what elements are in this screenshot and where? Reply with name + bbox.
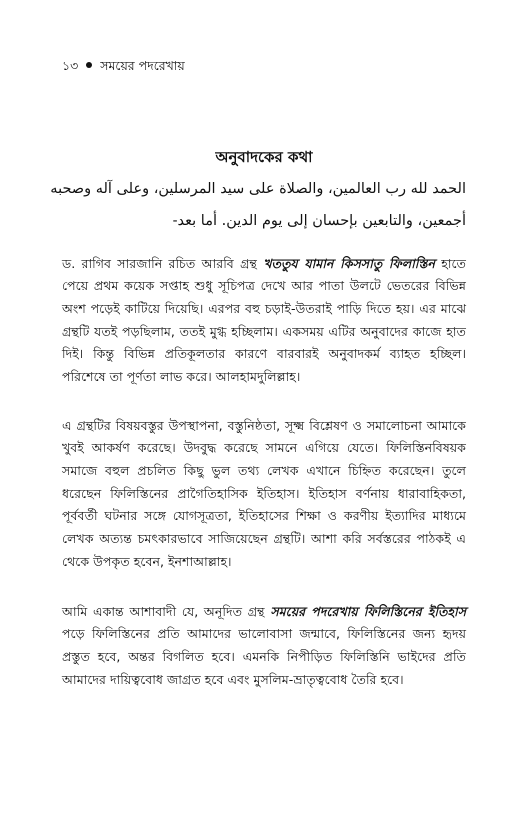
paragraph-1 [62, 253, 466, 389]
paragraph-1-text-after: হাতে পেয়ে প্রথম কয়েক সপ্তাহ শুধু সূচিপত্র দেখে আর পাতা উলটে ভেতরের বিভিন্ন অংশ পড়েই কাটিয়ে দিয়েছি। এরপর বহু চড়াই-উতরাই পাড়ি দিতে হয়। এর মাঝে গ্রন্থটি যতই পড়ছিলাম, ততই মুগ্ধ হচ্ছিলাম। একসময় এটির অনুবাদের কাজে হাত দিই। কিন্তু বিভিন্ন প্রতিকূলতার কারণে বারবারই অনুবাদকর্ম ব্যাহত হচ্ছিল। পরিশেষে তা পূর্ণতা লাভ করে। আলহামদুলিল্লাহ। [62, 255, 466, 385]
translated-title-emphasis: সময়ের পদরেখায় ফিলিস্তিনের ইতিহাস [270, 603, 467, 619]
paragraph-3-text-before: আমি একান্ত আশাবাদী যে, অনূদিত গ্রন্থ [62, 603, 271, 619]
running-title: সময়ের পদরেখায় [100, 58, 185, 73]
paragraph-1-text-before: ড. রাগিব সারজানি রচিত আরবি গ্রন্থ [62, 255, 264, 271]
paragraph-3 [62, 601, 466, 692]
bullet-dot-icon [86, 62, 92, 68]
page-number: ১৩ [62, 58, 79, 73]
paragraph-3-text-after: পড়ে ফিলিস্তিনের প্রতি আমাদের ভালোবাসা জন্মাবে, ফিলিস্তিনের জন্য হৃদয় প্রস্তুত হবে, অন্তর বিগলিত হবে। এমনকি নিপীড়িত ফিলিস্তিনি ভাইদের প্রতি আমাদের দায়িত্ববোধ জাগ্রত হবে এবং মুসলিম-ভ্রাতৃত্ববোধ তৈরি হবে। [62, 626, 466, 687]
book-title-emphasis: খততুয যামান কিসসাতু ফিলাস্তিন [263, 255, 435, 271]
paragraph-2: এ গ্রন্থটির বিষয়বস্তুর উপস্থাপনা, বস্তুনিষ্ঠতা, সূক্ষ্ম বিশ্লেষণ ও সমালোচনা আমাকে খুবই আকর্ষণ করেছে। উদবুদ্ধ করেছে সামনে এগিয়ে যেতে। ফিলিস্তিনবিষয়ক সমাজে বহুল প্রচলিত কিছু ভুল তথ্য লেখক এখানে চিহ্নিত করেছেন। তুলে ধরেছেন ফিলিস্তিনের প্রাগৈতিহাসিক ইতিহাস। ইতিহাস বর্ণনায় ধারাবাহিকতা, পূর্ববর্তী ঘটনার সঙ্গে যোগসূত্রতা, ইতিহাসের শিক্ষা ও করণীয় ইত্যাদির মাধ্যমে লেখক অত্যন্ত চমৎকারভাবে সাজিয়েছেন গ্রন্থটি। আশা করি সর্বস্তরের পাঠকই এ থেকে উপকৃত হবেন, ইনশাআল্লাহ। [62, 417, 466, 569]
running-header [62, 58, 185, 78]
section-title: অনুবাদকের কথা [215, 148, 313, 166]
arabic-invocation-line-2: أجمعين، والتابعين بإحسان إلى يوم الدين. أما بعد- [172, 213, 466, 229]
arabic-invocation-line-1: الحمد لله رب العالمين، والصلاة على سيد المرسلين، وعلى آله وصحبه [50, 181, 466, 197]
